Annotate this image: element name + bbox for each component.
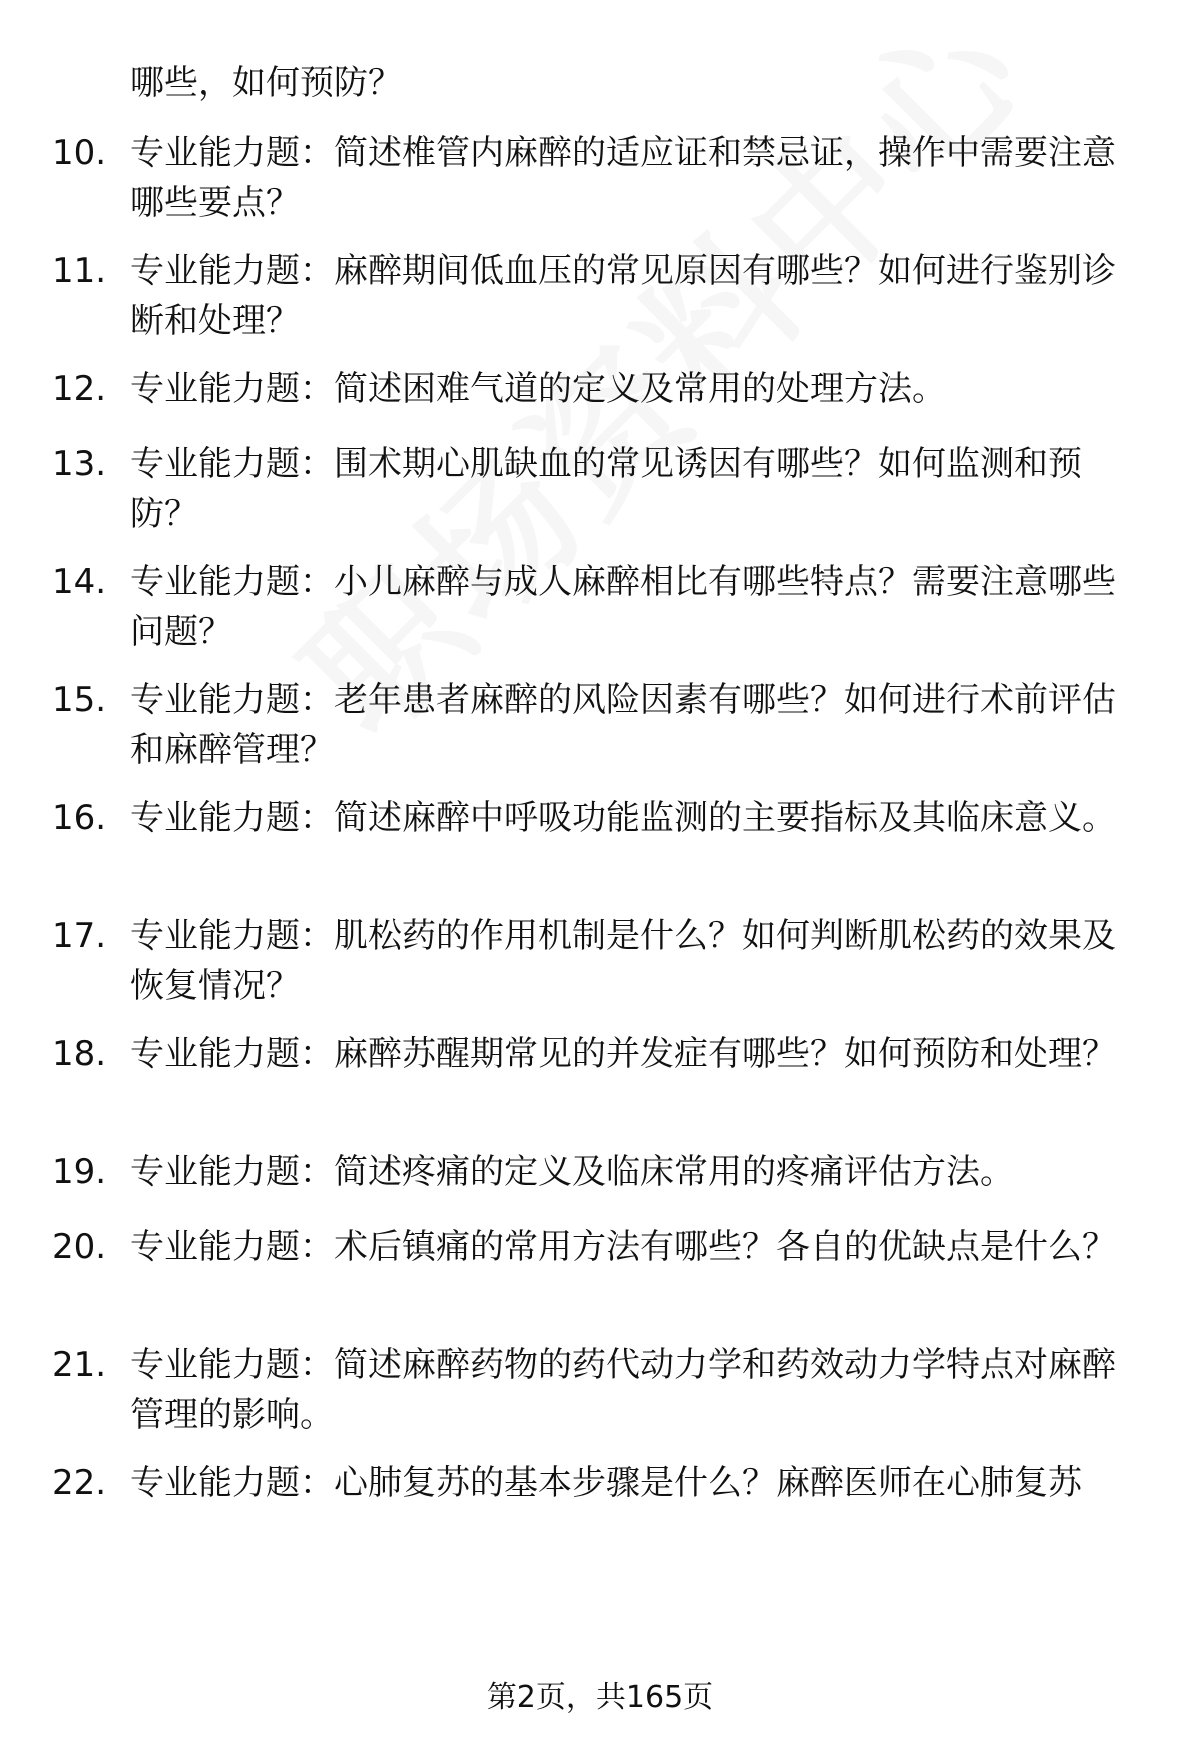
question-number: 13.	[52, 444, 107, 484]
question-number: 15.	[52, 680, 107, 720]
question-text: 专业能力题：简述麻醉中呼吸功能监测的主要指标及其临床意义。	[130, 798, 1116, 838]
question-number: 18.	[52, 1034, 107, 1074]
question-number: 17.	[52, 916, 107, 956]
question-text: 专业能力题：心肺复苏的基本步骤是什么？麻醉医师在心肺复苏	[130, 1463, 1082, 1503]
question-text: 专业能力题：简述疼痛的定义及临床常用的疼痛评估方法。	[130, 1152, 1014, 1192]
question-number: 10.	[52, 133, 107, 173]
question-number: 12.	[52, 369, 107, 409]
question-text: 专业能力题：小儿麻醉与成人麻醉相比有哪些特点？需要注意哪些问题？	[130, 562, 1116, 652]
page-number: 第2页，共165页	[486, 1680, 714, 1715]
question-number: 14.	[52, 562, 107, 602]
question-number: 21.	[52, 1345, 107, 1385]
question-text: 专业能力题：简述椎管内麻醉的适应证和禁忌证，操作中需要注意哪些要点？	[130, 133, 1116, 223]
question-number: 11.	[52, 251, 107, 291]
question-number: 19.	[52, 1152, 107, 1192]
question-text: 专业能力题：麻醉苏醒期常见的并发症有哪些？如何预防和处理？	[130, 1034, 1116, 1074]
question-text: 专业能力题：围术期心肌缺血的常见诱因有哪些？如何监测和预防？	[130, 444, 1082, 534]
question-text: 专业能力题：肌松药的作用机制是什么？如何判断肌松药的效果及恢复情况？	[130, 916, 1116, 1006]
question-number: 22.	[52, 1463, 107, 1503]
question-number: 20.	[52, 1227, 107, 1267]
question-number: 16.	[52, 798, 107, 838]
question-text: 专业能力题：术后镇痛的常用方法有哪些？各自的优缺点是什么？	[130, 1227, 1116, 1267]
question-text: 专业能力题：简述麻醉药物的药代动力学和药效动力学特点对麻醉管理的影响。	[130, 1345, 1116, 1435]
question-text: 专业能力题：老年患者麻醉的风险因素有哪些？如何进行术前评估和麻醉管理？	[130, 680, 1116, 770]
question-text: 专业能力题：麻醉期间低血压的常见原因有哪些？如何进行鉴别诊断和处理？	[130, 251, 1116, 341]
question-text: 专业能力题：简述困难气道的定义及常用的处理方法。	[130, 369, 946, 409]
continuation-text: 哪些，如何预防？	[130, 63, 402, 103]
